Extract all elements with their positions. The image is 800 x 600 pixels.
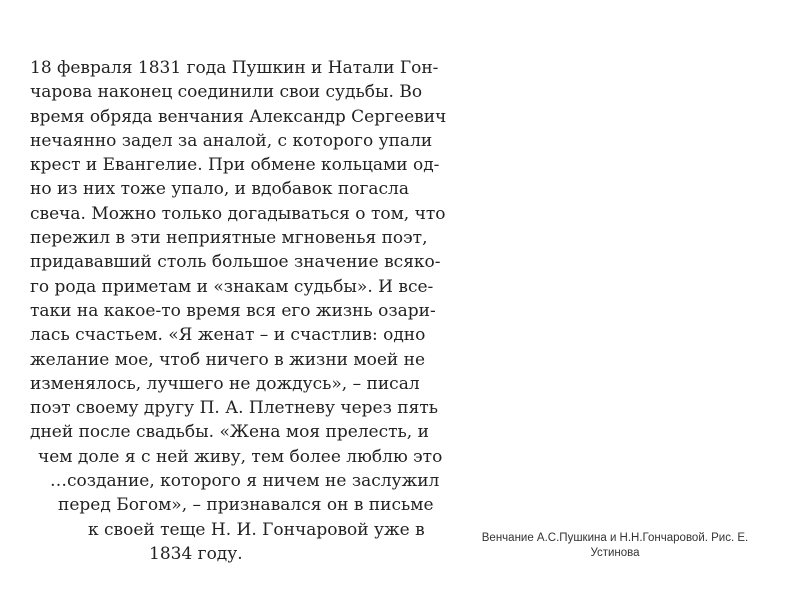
text-line: желание мое, чтоб ничего в жизни моей не bbox=[30, 349, 426, 370]
text-line: …создание, которого я ничем не заслужил bbox=[50, 471, 440, 492]
text-line: лась счастьем. «Я женат – и счастлив: одно bbox=[30, 325, 426, 346]
text-line: пережил в эти неприятные мгновенья поэт, bbox=[30, 228, 428, 249]
text-line: 1834 году. bbox=[149, 543, 243, 564]
text-line: свеча. Можно только догадываться о том, что bbox=[30, 203, 446, 224]
text-line: 18 февраля 1831 года Пушкин и Натали Гон- bbox=[30, 58, 439, 78]
text-line: время обряда венчания Александр Сергеевич bbox=[30, 106, 447, 127]
text-line: изменялось, лучшего не дождусь», – писал bbox=[30, 373, 420, 394]
text-line: придававший столь большое значение всяко- bbox=[30, 252, 441, 273]
text-line: но из них тоже упало, и вдобавок погасла bbox=[30, 179, 409, 200]
text-line: таки на какое-то время вся его жизнь озари- bbox=[30, 300, 436, 321]
text-line: нечаянно задел за аналой, с которого упали bbox=[30, 130, 433, 151]
text-line: к своей теще Н. И. Гончаровой уже в bbox=[88, 519, 425, 540]
caption-line: Венчание А.С.Пушкина и Н.Н.Гончаровой. Рис. Е. bbox=[481, 532, 749, 544]
text-line: поэт своему другу П. А. Плетневу через пять bbox=[30, 398, 438, 419]
caption-line: Устинова bbox=[590, 547, 640, 559]
text-line: чарова наконец соединили свои судьбы. Во bbox=[30, 82, 423, 103]
image-caption bbox=[455, 531, 775, 561]
main-text bbox=[30, 56, 447, 566]
text-line: перед Богом», – признавался он в письме bbox=[58, 495, 434, 516]
text-line: крест и Евангелие. При обмене кольцами од- bbox=[30, 155, 440, 176]
text-line: го рода приметам и «знакам судьбы». И все- bbox=[30, 276, 434, 297]
text-line: чем доле я с ней живу, тем более люблю это bbox=[38, 446, 443, 467]
text-line: дней после свадьбы. «Жена моя прелесть, и bbox=[30, 422, 429, 443]
